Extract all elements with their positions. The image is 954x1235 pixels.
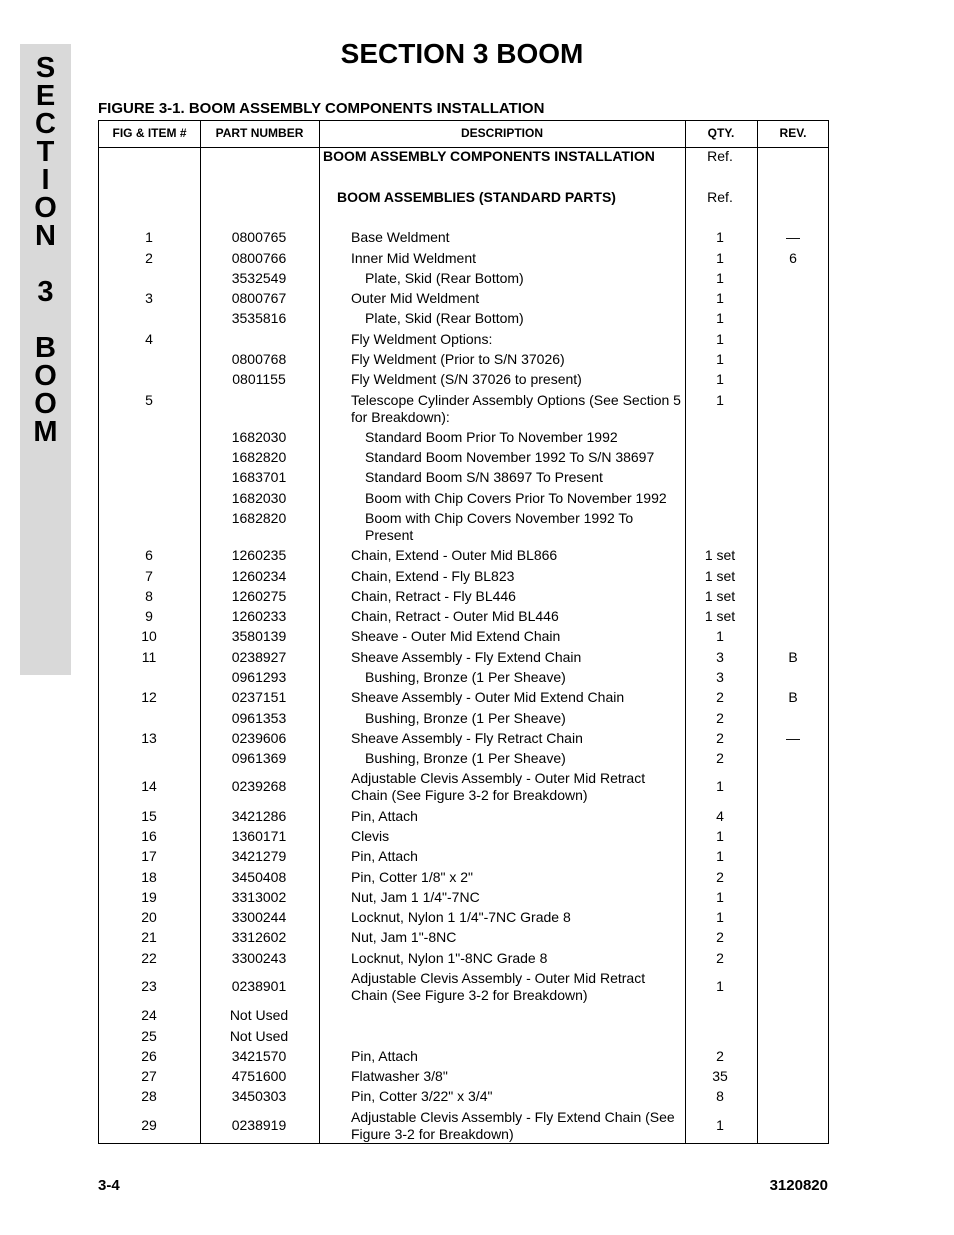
header-part-number: PART NUMBER — [215, 126, 304, 140]
table-cell-part: 4751600 — [231, 1068, 287, 1084]
table-cell-part: 0800767 — [231, 290, 287, 306]
side-tab-letter: C — [35, 108, 56, 140]
table-cell-qty: 1 — [716, 828, 724, 844]
table-cell-item: 26 — [141, 1048, 157, 1064]
page-title: SECTION 3 BOOM — [340, 38, 584, 69]
table-cell-item: 11 — [141, 649, 157, 665]
table-cell-item: 17 — [141, 848, 157, 864]
table-cell-part: 1260234 — [231, 568, 287, 584]
table-cell-item: 15 — [141, 808, 157, 824]
table-cell-part: 0238901 — [231, 978, 287, 994]
table-cell-part: Not Used — [229, 1007, 289, 1023]
table-cell-rev: B — [788, 689, 798, 705]
table-cell-qty: 1 set — [704, 588, 736, 604]
table-cell-desc: Pin, Attach — [351, 808, 418, 824]
table-cell-desc: Bushing, Bronze (1 Per Sheave) — [365, 669, 566, 685]
table-cell-qty: 1 — [716, 848, 724, 864]
side-tab-letter: N — [35, 220, 56, 252]
side-tab-letter: T — [36, 136, 55, 168]
table-cell-desc: BOOM ASSEMBLIES (STANDARD PARTS) — [337, 189, 616, 205]
table-cell-part: 1260233 — [231, 608, 287, 624]
side-tab-letter: O — [34, 388, 57, 420]
table-cell-part: 0800766 — [231, 250, 287, 266]
table-cell-part: 3535816 — [231, 310, 287, 326]
table-cell-desc: Base Weldment — [351, 229, 450, 245]
table-cell-qty: 1 — [716, 270, 724, 286]
table-cell-item: 10 — [141, 628, 157, 644]
table-cell-part: 0961353 — [231, 710, 287, 726]
table-cell-item: 13 — [141, 730, 157, 746]
table-cell-desc: Pin, Attach — [351, 1048, 418, 1064]
table-cell-item: 1 — [145, 229, 153, 245]
side-tab-letter: O — [34, 360, 57, 392]
table-cell-part: 1682820 — [231, 510, 287, 526]
table-cell-qty: 1 — [716, 1117, 724, 1133]
header-qty: QTY. — [707, 126, 735, 140]
table-cell-item: 16 — [141, 828, 157, 844]
table-cell-desc: Chain, Extend - Outer Mid BL866 — [351, 547, 558, 563]
column-divider — [757, 121, 758, 1143]
document-number: 3120820 — [769, 1177, 828, 1194]
header-description: DESCRIPTION — [460, 126, 543, 140]
table-cell-desc: Sheave Assembly - Outer Mid Extend Chain — [351, 689, 625, 705]
table-cell-desc: Sheave Assembly - Fly Extend Chain — [351, 649, 582, 665]
table-cell-item: 21 — [141, 929, 157, 945]
column-divider — [319, 121, 320, 1143]
table-cell-item: 25 — [141, 1028, 157, 1044]
figure-title: FIGURE 3-1. BOOM ASSEMBLY COMPONENTS INSTALLATION — [98, 100, 545, 117]
table-cell-item: 3 — [145, 290, 153, 306]
table-cell-desc: Bushing, Bronze (1 Per Sheave) — [365, 710, 566, 726]
table-cell-item: 5 — [145, 392, 153, 408]
table-cell-part: 0801155 — [232, 371, 286, 387]
table-cell-part: 1682030 — [231, 429, 287, 445]
table-cell-part: 3532549 — [231, 270, 287, 286]
table-cell-part: 0961369 — [231, 750, 287, 766]
table-cell-item: 14 — [141, 778, 157, 794]
table-cell-item: 7 — [145, 568, 153, 584]
table-cell-rev: B — [788, 649, 798, 665]
table-cell-desc: Plate, Skid (Rear Bottom) — [365, 270, 524, 286]
table-cell-desc: Locknut, Nylon 1 1/4"-7NC Grade 8 — [351, 909, 571, 925]
table-cell-qty: 1 — [716, 778, 724, 794]
table-cell-desc: Sheave Assembly - Fly Retract Chain — [351, 730, 583, 746]
table-cell-qty: 1 — [716, 331, 724, 347]
table-cell-desc: Boom with Chip Covers November 1992 To Present — [365, 510, 634, 543]
table-cell-qty: 1 — [716, 229, 724, 245]
table-cell-qty: 2 — [716, 730, 724, 746]
table-cell-qty: 35 — [712, 1068, 728, 1084]
side-tab-letter: S — [35, 52, 56, 84]
table-cell-qty: 4 — [716, 808, 724, 824]
table-cell-qty: 2 — [716, 950, 724, 966]
side-tab-letter: B — [35, 332, 56, 364]
table-cell-desc: BOOM ASSEMBLY COMPONENTS INSTALLATION — [323, 148, 655, 164]
table-cell-qty: 2 — [716, 710, 724, 726]
table-cell-desc: Flatwasher 3/8" — [351, 1068, 448, 1084]
table-cell-item: 29 — [141, 1117, 157, 1133]
table-cell-qty: 8 — [716, 1088, 724, 1104]
table-cell-item: 9 — [145, 608, 153, 624]
table-cell-item: 28 — [141, 1088, 157, 1104]
table-cell-qty: 1 — [716, 909, 724, 925]
table-cell-desc: Pin, Cotter 3/22" x 3/4" — [351, 1088, 493, 1104]
table-cell-part: 3300244 — [231, 909, 287, 925]
table-cell-desc: Adjustable Clevis Assembly - Outer Mid Retract Chain (See Figure 3-2 for Breakdown) — [351, 770, 646, 803]
table-cell-item: 18 — [141, 869, 157, 885]
table-cell-rev: — — [786, 730, 800, 746]
table-cell-part: 0961293 — [231, 669, 287, 685]
table-cell-item: 23 — [141, 978, 157, 994]
table-cell-desc: Adjustable Clevis Assembly - Fly Extend Chain (See Figure 3-2 for Breakdown) — [351, 1109, 675, 1142]
table-cell-qty: 1 set — [704, 547, 736, 563]
table-cell-desc: Locknut, Nylon 1"-8NC Grade 8 — [351, 950, 548, 966]
table-cell-qty: 1 set — [704, 568, 736, 584]
table-cell-desc: Standard Boom November 1992 To S/N 38697 — [365, 449, 655, 465]
table-cell-qty: 1 — [716, 392, 724, 408]
table-cell-qty: 2 — [716, 750, 724, 766]
table-cell-desc: Pin, Cotter 1/8" x 2" — [351, 869, 473, 885]
table-cell-desc: Clevis — [351, 828, 390, 844]
table-cell-part: 3421570 — [231, 1048, 287, 1064]
page-number: 3-4 — [98, 1177, 120, 1194]
table-cell-desc: Chain, Retract - Outer Mid BL446 — [351, 608, 559, 624]
table-cell-qty: Ref. — [707, 148, 733, 164]
table-cell-part: 0238927 — [231, 649, 287, 665]
table-cell-part: 0239606 — [231, 730, 287, 746]
table-cell-qty: 1 — [716, 889, 724, 905]
table-cell-qty: 1 — [716, 250, 724, 266]
table-cell-desc: Fly Weldment (Prior to S/N 37026) — [351, 351, 565, 367]
table-cell-desc: Standard Boom S/N 38697 To Present — [365, 469, 603, 485]
table-cell-part: 0239268 — [231, 778, 287, 794]
table-cell-part: 0800768 — [231, 351, 287, 367]
table-cell-part: 3421279 — [231, 848, 287, 864]
table-cell-desc: Plate, Skid (Rear Bottom) — [365, 310, 524, 326]
table-cell-item: 24 — [141, 1007, 157, 1023]
side-tab-letter: 3 — [37, 276, 54, 308]
table-cell-qty: 1 — [716, 351, 724, 367]
table-cell-item: 8 — [145, 588, 153, 604]
table-cell-desc: Nut, Jam 1"-8NC — [351, 929, 457, 945]
table-cell-part: 3300243 — [231, 950, 287, 966]
section-side-tab — [20, 44, 71, 675]
table-cell-qty: 1 — [716, 978, 724, 994]
table-cell-part: 3450303 — [231, 1088, 287, 1104]
table-cell-qty: 1 — [716, 628, 724, 644]
table-cell-part: 1682820 — [231, 449, 287, 465]
table-cell-item: 2 — [145, 250, 153, 266]
parts-table — [98, 120, 829, 1144]
table-cell-desc: Boom with Chip Covers Prior To November 1992 — [365, 490, 667, 506]
table-cell-part: 0237151 — [231, 689, 287, 705]
side-tab-letter: I — [41, 164, 50, 196]
table-cell-desc: Adjustable Clevis Assembly - Outer Mid Retract Chain (See Figure 3-2 for Breakdown) — [351, 970, 646, 1003]
table-cell-part: 3312602 — [231, 929, 287, 945]
table-cell-desc: Nut, Jam 1 1/4"-7NC — [351, 889, 480, 905]
table-cell-desc: Outer Mid Weldment — [351, 290, 480, 306]
table-cell-rev: 6 — [789, 250, 797, 266]
table-cell-part: 3421286 — [231, 808, 287, 824]
header-rev: REV. — [779, 126, 807, 140]
table-cell-qty: Ref. — [707, 189, 733, 205]
table-cell-item: 27 — [141, 1068, 157, 1084]
table-cell-part: 1360171 — [231, 828, 287, 844]
table-cell-desc: Chain, Retract - Fly BL446 — [351, 588, 516, 604]
table-cell-part: 3313002 — [231, 889, 287, 905]
table-cell-part: 0238919 — [231, 1117, 287, 1133]
table-cell-qty: 1 — [716, 310, 724, 326]
table-cell-item: 12 — [141, 689, 157, 705]
table-cell-desc: Sheave - Outer Mid Extend Chain — [351, 628, 561, 644]
table-cell-desc: Fly Weldment (S/N 37026 to present) — [351, 371, 582, 387]
table-cell-item: 6 — [145, 547, 153, 563]
table-cell-part: Not Used — [229, 1028, 289, 1044]
side-tab-letter: O — [34, 192, 57, 224]
table-cell-part: 1682030 — [231, 490, 287, 506]
table-cell-desc: Standard Boom Prior To November 1992 — [365, 429, 618, 445]
table-cell-part: 3450408 — [231, 869, 287, 885]
table-cell-desc: Telescope Cylinder Assembly Options (See Section 5 for Breakdown): — [351, 392, 681, 425]
table-cell-item: 19 — [141, 889, 157, 905]
table-cell-qty: 1 — [716, 290, 724, 306]
table-cell-qty: 2 — [716, 689, 724, 705]
table-cell-item: 20 — [141, 909, 157, 925]
side-tab-letter: E — [35, 80, 56, 112]
table-cell-part: 0800765 — [231, 229, 287, 245]
table-cell-qty: 3 — [716, 669, 724, 685]
table-cell-rev: — — [786, 229, 800, 245]
table-cell-desc: Chain, Extend - Fly BL823 — [351, 568, 515, 584]
table-cell-part: 3580139 — [231, 628, 287, 644]
table-cell-item: 22 — [141, 950, 157, 966]
table-cell-desc: Fly Weldment Options: — [351, 331, 493, 347]
side-tab-letter: M — [33, 416, 58, 448]
table-cell-qty: 1 set — [704, 608, 736, 624]
table-cell-part: 1260235 — [231, 547, 287, 563]
table-cell-part: 1260275 — [231, 588, 287, 604]
table-cell-desc: Pin, Attach — [351, 848, 418, 864]
table-cell-desc: Bushing, Bronze (1 Per Sheave) — [365, 750, 566, 766]
table-cell-desc: Inner Mid Weldment — [351, 250, 477, 266]
table-cell-qty: 2 — [716, 929, 724, 945]
header-fig-item: FIG & ITEM # — [112, 126, 187, 140]
table-cell-qty: 3 — [716, 649, 724, 665]
table-cell-part: 1683701 — [231, 469, 287, 485]
table-cell-qty: 2 — [716, 869, 724, 885]
table-cell-item: 4 — [145, 331, 153, 347]
table-cell-qty: 2 — [716, 1048, 724, 1064]
table-cell-qty: 1 — [716, 371, 724, 387]
